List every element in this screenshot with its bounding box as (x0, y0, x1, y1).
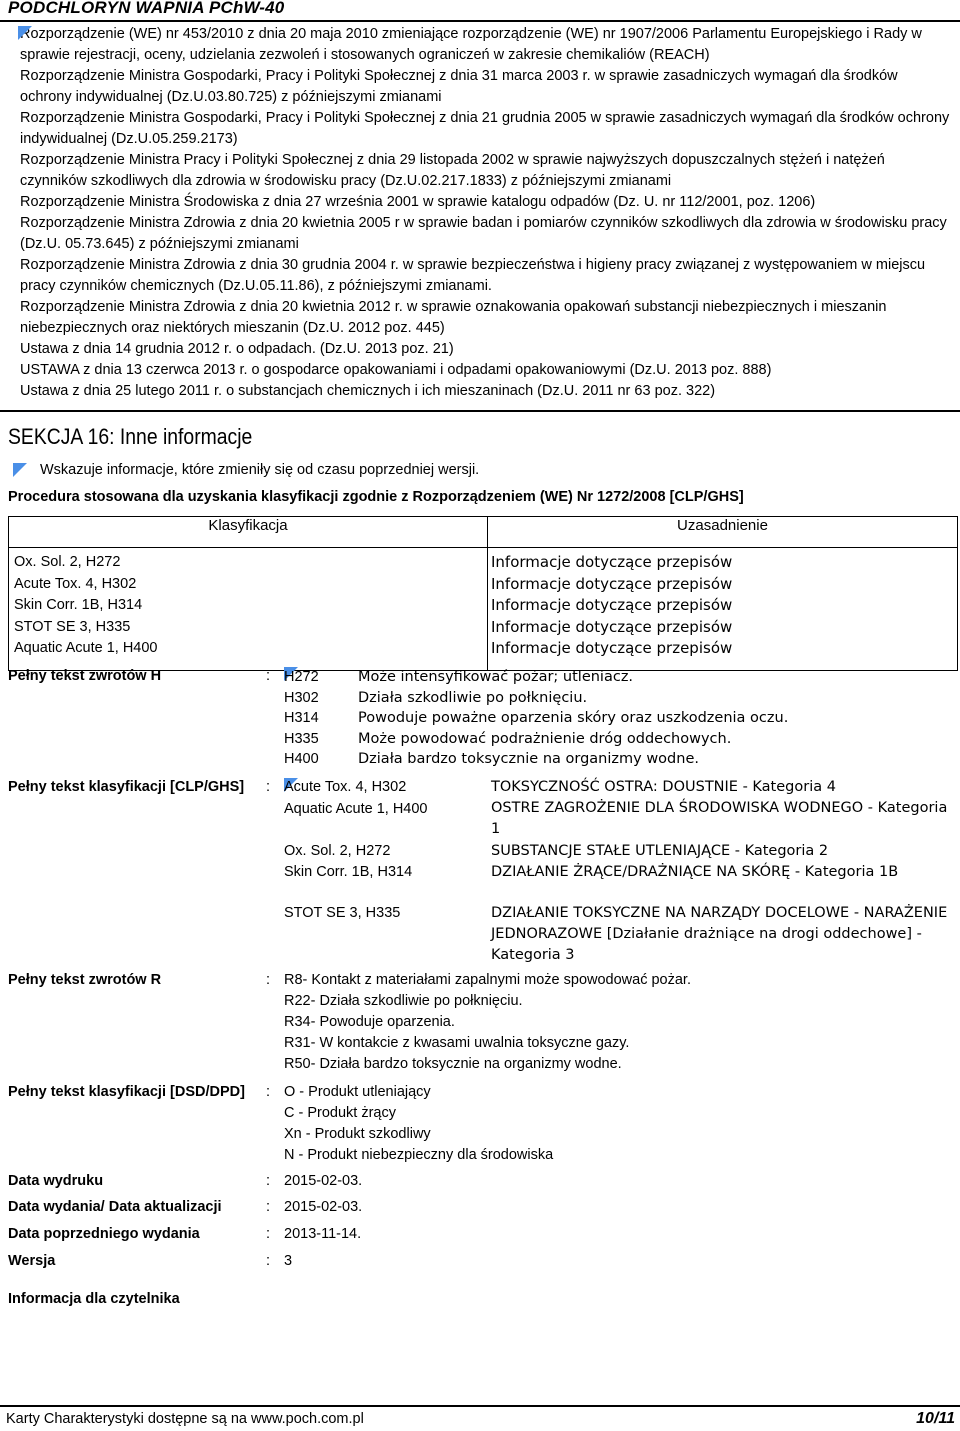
table-header-justification: Uzasadnienie (488, 517, 958, 548)
header-rule (0, 20, 960, 22)
section-title: SEKCJA 16: Inne informacje (8, 424, 253, 449)
classification-item: Aquatic Acute 1, H400 (14, 640, 158, 656)
dsd-item: Xn - Produkt szkodliwy (284, 1126, 431, 1142)
h-code: H335 (284, 730, 319, 747)
regulation-item: Rozporządzenie Ministra Środowiska z dnia 27 września 2001 w sprawie katalogu odpadów (Dz. U. nr 112/2001, poz. 1206) (20, 194, 816, 210)
print-date-label: Data wydruku (8, 1173, 104, 1189)
clp-text: TOKSYCZNOŚĆ OSTRA: DOUSTNIE - Kategoria 4 (491, 779, 836, 795)
document-header-title: PODCHLORYN WAPNIA PChW-40 (8, 0, 285, 17)
version-label: Wersja (8, 1253, 56, 1269)
r-phrases-label: Pełny tekst zwrotów R (8, 972, 162, 988)
h-texts (358, 667, 788, 770)
h-code: H400 (284, 751, 319, 767)
justification-item: Informacje dotyczące przepisów (491, 617, 733, 636)
r-phrase: R8- Kontakt z materiałami zapalnymi może spowodować pożar. (284, 972, 691, 988)
colon: : (266, 668, 271, 684)
clp-code: Skin Corr. 1B, H314 (284, 864, 413, 880)
dsd-item: O - Produkt utleniający (284, 1084, 431, 1100)
h-text: Działa szkodliwie po połknięciu. (358, 689, 588, 706)
regulation-item: Rozporządzenie Ministra Zdrowia z dnia 20 kwietnia 2005 r w sprawie badan i pomiarów czynników szkodliwych dla zdrowia w środowisku pracy (Dz.U. 05.73.645) z późniejszymi zmianami (20, 215, 947, 252)
footer-rule (0, 1405, 960, 1407)
section-rule (0, 410, 960, 412)
dsd-item: C - Produkt żrący (284, 1105, 396, 1121)
colon: : (266, 779, 271, 795)
justification-item: Informacje dotyczące przepisów (491, 639, 733, 657)
r-phrases-list (284, 970, 691, 1075)
change-marker-icon (18, 26, 32, 40)
colon: : (266, 972, 271, 988)
clp-text: DZIAŁANIE ŻRĄCE/DRAŻNIĄCE NA SKÓRĘ - Kategoria 1B (491, 864, 899, 880)
clp-code: Ox. Sol. 2, H272 (284, 843, 391, 859)
justification-cell (488, 548, 958, 671)
classification-cell (9, 548, 488, 671)
clp-text: DZIAŁANIE TOKSYCZNE NA NARZĄDY DOCELOWE - NARAŻENIE JEDNORAZOWE [Działanie drażniące na drogi oddechowe] - Kategoria 3 (491, 905, 948, 963)
regulation-item: Ustawa z dnia 14 grudnia 2012 r. o odpadach. (Dz.U. 2013 poz. 21) (20, 341, 454, 357)
colon: : (266, 1226, 271, 1242)
change-note: Wskazuje informacje, które zmieniły się od czasu poprzedniej wersji. (40, 462, 480, 478)
colon: : (266, 1199, 271, 1215)
h-code: H272 (284, 669, 319, 685)
issue-date-label: Data wydania/ Data aktualizacji (8, 1199, 222, 1215)
classification-item: Acute Tox. 4, H302 (14, 575, 137, 592)
r-phrase: R34- Powoduje oparzenia. (284, 1014, 455, 1030)
r-phrase: R50- Działa bardzo toksycznie na organizmy wodne. (284, 1056, 622, 1072)
r-phrase: R31- W kontakcie z kwasami uwalnia toksyczne gazy. (284, 1035, 630, 1051)
regulation-item: Rozporządzenie Ministra Zdrowia z dnia 30 grudnia 2004 r. w sprawie bezpieczeństwa i higieny pracy związanej z występowaniem w miejscu pracy czynników chemicznych (Dz.U.05.11.86), z późniejszymi zmianami. (20, 257, 926, 294)
issue-date-value: 2015-02-03. (284, 1199, 363, 1215)
regulations-list (20, 24, 950, 402)
justification-item: Informacje dotyczące przepisów (491, 553, 733, 571)
colon: : (266, 1084, 271, 1100)
clp-code: Acute Tox. 4, H302 (284, 779, 407, 795)
h-text: Działa bardzo toksycznie na organizmy wodne. (358, 751, 699, 767)
h-code: H302 (284, 689, 319, 706)
regulation-item: Rozporządzenie Ministra Gospodarki, Pracy i Polityki Społecznej z dnia 31 marca 2003 r. w sprawie zasadniczych wymagań dla środków ochrony indywidualnej (Dz.U.03.80.725) z późniejszymi zmianami (20, 68, 898, 105)
classification-item: Ox. Sol. 2, H272 (14, 554, 121, 570)
colon: : (266, 1173, 271, 1189)
previous-date-value: 2013-11-14. (284, 1226, 362, 1242)
regulation-item: USTAWA z dnia 13 czerwca 2013 r. o gospodarce opakowaniami i odpadami opakowaniowymi (Dz.U. 2013 poz. 888) (20, 362, 772, 378)
regulation-item: Rozporządzenie Ministra Gospodarki, Pracy i Polityki Społecznej z dnia 21 grudnia 2005 w sprawie zasadniczych wymagań dla środków ochrony indywidualnej (Dz.U.05.259.2173) (20, 110, 950, 147)
colon: : (266, 1253, 271, 1269)
reader-info-label: Informacja dla czytelnika (8, 1291, 180, 1307)
h-text: Powoduje poważne oparzenia skóry oraz uszkodzenia oczu. (358, 710, 789, 726)
dsd-classification-label: Pełny tekst klasyfikacji [DSD/DPD] (8, 1084, 245, 1100)
clp-code: Aquatic Acute 1, H400 (284, 801, 428, 817)
version-value: 3 (284, 1253, 293, 1269)
justification-item: Informacje dotyczące przepisów (491, 574, 733, 593)
regulation-item: Rozporządzenie Ministra Zdrowia z dnia 20 kwietnia 2012 r. w sprawie oznakowania opakowań substancji niebezpiecznych i mieszanin niebezpiecznych oraz niektórych mieszanin (Dz.U. 2012 poz. 445) (20, 299, 887, 336)
clp-code: STOT SE 3, H335 (284, 905, 401, 921)
footer-website-text: Karty Charakterystyki dostępne są na www.poch.com.pl (6, 1411, 364, 1427)
change-marker-icon (13, 463, 27, 477)
h-text: Może intensyfikować pożar; utleniacz. (358, 669, 634, 685)
h-text: Może powodować podrażnienie dróg oddechowych. (358, 730, 732, 747)
classification-item: STOT SE 3, H335 (14, 618, 131, 635)
dsd-item: N - Produkt niebezpieczny dla środowiska (284, 1147, 554, 1163)
table-header-classification: Klasyfikacja (9, 517, 488, 548)
classification-item: Skin Corr. 1B, H314 (14, 597, 143, 613)
h-codes (284, 667, 319, 770)
h-phrases-label: Pełny tekst zwrotów H (8, 668, 162, 684)
page-number: 10/11 (916, 1410, 955, 1427)
regulation-item: Ustawa z dnia 25 lutego 2011 r. o substancjach chemicznych i ich mieszaninach (Dz.U. 2011 nr 63 poz. 322) (20, 383, 716, 399)
clp-text: SUBSTANCJE STAŁE UTLENIAJĄCE - Kategoria 2 (491, 843, 829, 859)
print-date-value: 2015-02-03. (284, 1173, 363, 1189)
regulation-item: Rozporządzenie (WE) nr 453/2010 z dnia 20 maja 2010 zmieniające rozporządzenie (WE) nr 1907/2006 Parlamentu Europejskiego i Rady w sprawie rejestracji, oceny, udzielania zezwoleń i stosowanych ograniczeń w zakresie chemikaliów (REACH) (20, 26, 922, 63)
clp-classification-label: Pełny tekst klasyfikacji [CLP/GHS] (8, 779, 245, 795)
clp-text: OSTRE ZAGROŻENIE DLA ŚRODOWISKA WODNEGO - Kategoria 1 (491, 800, 948, 837)
classification-table (8, 516, 958, 671)
dsd-classification-list (284, 1082, 553, 1166)
r-phrase: R22- Działa szkodliwie po połknięciu. (284, 993, 523, 1009)
justification-item: Informacje dotyczące przepisów (491, 596, 733, 614)
h-code: H314 (284, 710, 319, 726)
regulation-item: Rozporządzenie Ministra Pracy i Polityki Społecznej z dnia 29 listopada 2002 w sprawie najwyższych dopuszczalnych stężeń i natężeń czynników szkodliwych dla zdrowia w środowisku pracy (Dz.U.02.217.1833) z późniejszymi zmianami (20, 152, 885, 189)
previous-date-label: Data poprzedniego wydania (8, 1226, 200, 1242)
procedure-title: Procedura stosowana dla uzyskania klasyfikacji zgodnie z Rozporządzeniem (WE) Nr 1272/2008 [CLP/GHS] (8, 489, 744, 505)
